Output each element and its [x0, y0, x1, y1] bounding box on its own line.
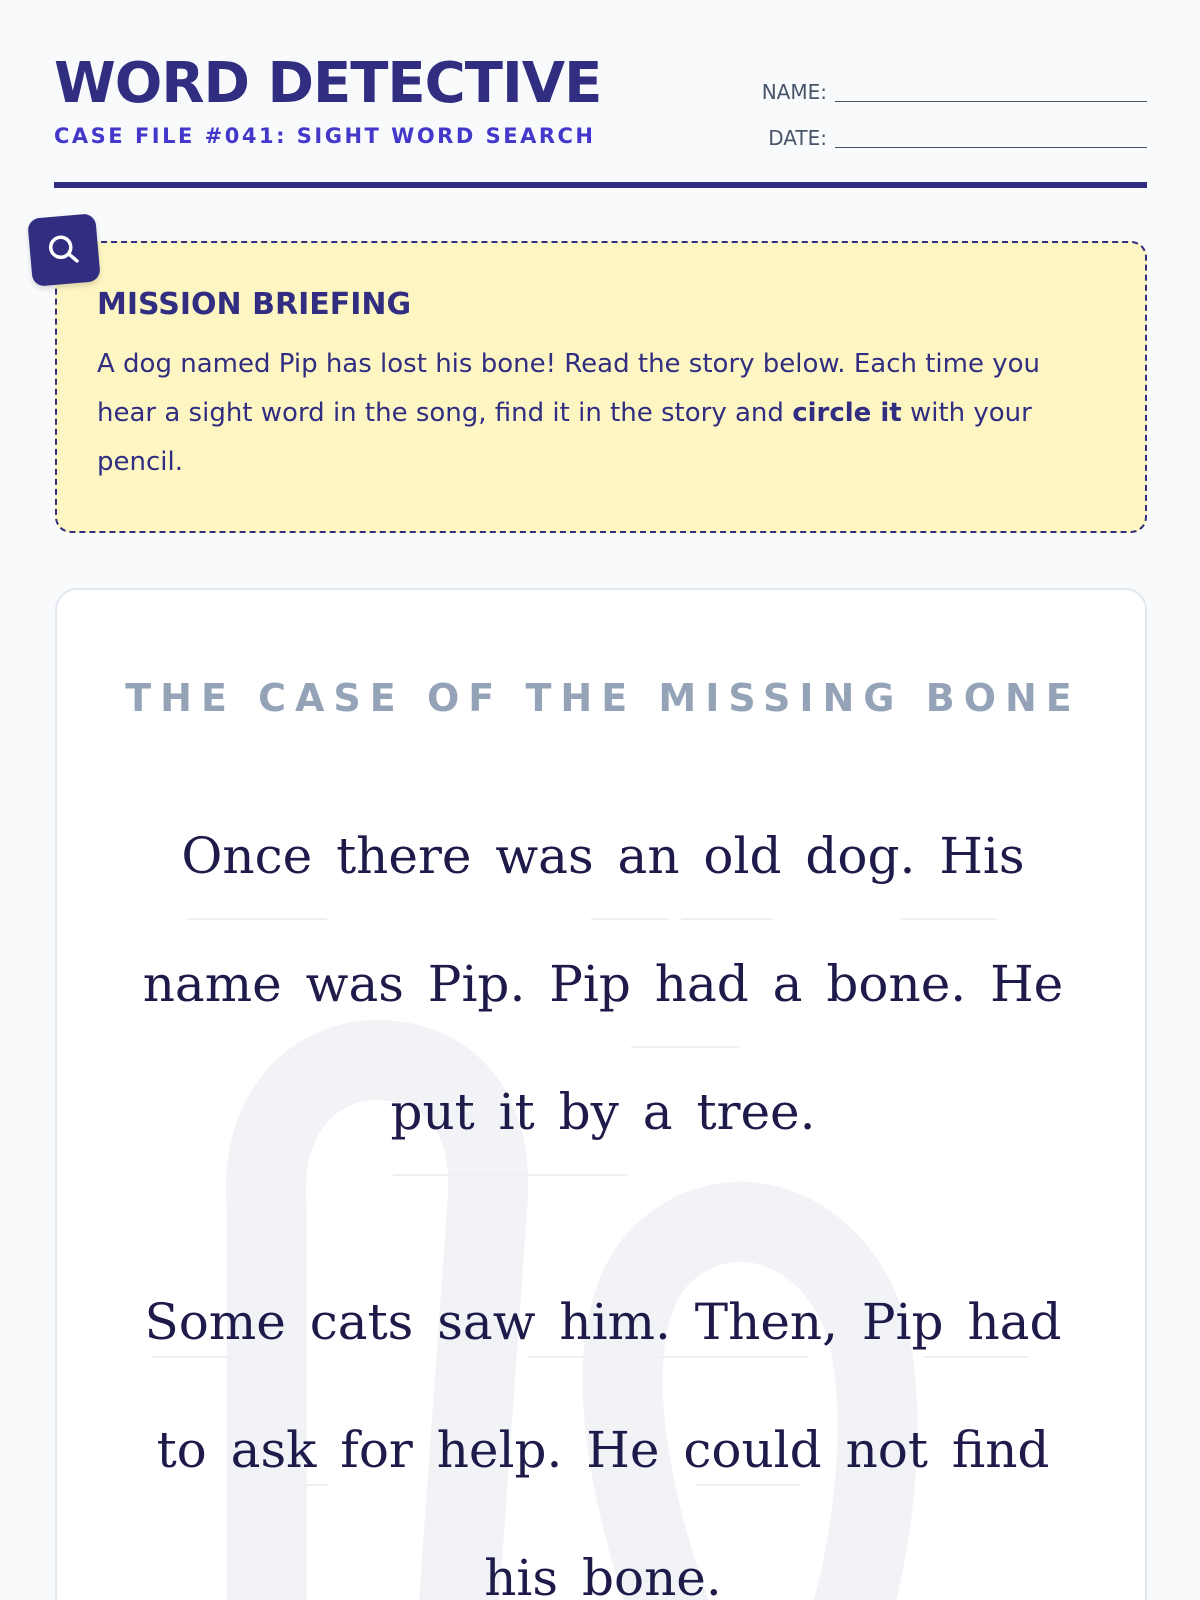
story-line: Once there was an old dog. His: [181, 827, 1025, 885]
date-label: DATE:: [768, 126, 827, 150]
briefing-heading: MISSION BRIEFING: [97, 287, 412, 322]
story-line: put it by a tree.: [390, 1083, 816, 1141]
word-underline: [697, 1484, 799, 1486]
word-underline: [901, 918, 997, 920]
word-underline: [237, 1484, 329, 1486]
story-line: to ask for help. He could not find: [156, 1421, 1050, 1479]
briefing-text: [97, 340, 1107, 487]
magnifier-icon: [27, 213, 101, 287]
name-line[interactable]: [835, 101, 1147, 102]
word-underline: [527, 1356, 807, 1358]
word-underline: [631, 1046, 739, 1048]
story-line: Some cats saw him. Then, Pip had: [144, 1293, 1062, 1351]
word-underline: [151, 1356, 291, 1358]
date-line[interactable]: [835, 147, 1147, 148]
briefing-text-bold: circle it: [792, 398, 902, 428]
story-line: name was Pip. Pip had a bone. He: [142, 955, 1064, 1013]
name-label: NAME:: [761, 80, 827, 104]
briefing-text-end: with your pencil.: [97, 398, 1032, 477]
story-line: his bone.: [484, 1549, 722, 1600]
briefing-text-start: A dog named Pip has lost his bone! Read the story below. Each time you hear a sight word in the song, find it in the story and: [97, 349, 1041, 428]
word-underline: [681, 918, 773, 920]
story-card: [55, 588, 1147, 1600]
story-title: THE CASE OF THE MISSING BONE: [125, 676, 1081, 720]
mission-briefing-box: [55, 241, 1147, 533]
word-underline: [187, 918, 327, 920]
date-field[interactable]: [747, 120, 1147, 150]
name-field[interactable]: [747, 74, 1147, 104]
word-underline: [393, 1174, 627, 1176]
case-file-subtitle: CASE FILE #041: SIGHT WORD SEARCH: [54, 124, 596, 148]
word-underline: [923, 1356, 1029, 1358]
worksheet-header: [54, 52, 1147, 188]
word-underline: [591, 918, 669, 920]
page-title: WORD DETECTIVE: [54, 51, 602, 116]
